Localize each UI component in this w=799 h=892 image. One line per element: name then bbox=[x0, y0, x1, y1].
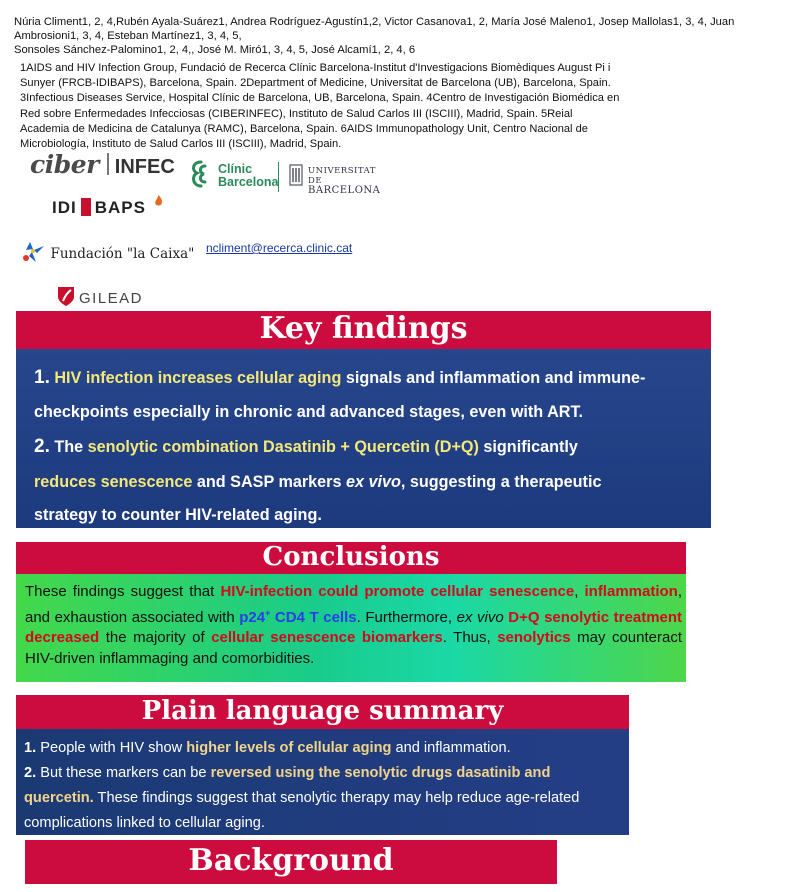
finding-text: , suggesting a therapeutic bbox=[400, 473, 602, 491]
cell-marker: p24 bbox=[239, 608, 266, 626]
finding-2-line-3: strategy to counter HIV-related aging. bbox=[34, 506, 322, 524]
conclusion-blue-highlight bbox=[239, 609, 356, 626]
clinic-ub-logo bbox=[188, 160, 381, 196]
summary-text: and inflammation. bbox=[391, 740, 511, 756]
idibaps-logo-left: IDI bbox=[52, 198, 77, 217]
infec-logo-text: INFEC bbox=[114, 156, 175, 178]
conclusion-text: These findings suggest that bbox=[25, 583, 221, 600]
conclusion-italic: ex vivo bbox=[456, 608, 504, 626]
clinic-logo-text bbox=[218, 163, 278, 189]
affiliations bbox=[20, 61, 680, 152]
logo-divider bbox=[107, 153, 109, 175]
finding-text: signals and inflammation and immune- bbox=[341, 369, 646, 387]
summary-number: 1. bbox=[24, 740, 37, 756]
gilead-logo-text: GILEAD bbox=[79, 290, 144, 307]
summary-point-2 bbox=[24, 761, 624, 836]
contact-email-link[interactable]: ncliment@recerca.clinic.cat bbox=[206, 241, 353, 255]
conclusion-text: . Thus, bbox=[442, 629, 498, 647]
affiliation-line: Sunyer (FRCB-IDIBAPS), Barcelona, Spain. 2Department of Medicine, Universitat de Barcelona (UB), Barcelona, Spain. bbox=[20, 77, 611, 90]
caixa-star-icon bbox=[20, 240, 46, 264]
conclusion-red-highlight: cellular senescence biomarkers bbox=[211, 629, 443, 647]
conclusions-heading: Conclusions bbox=[16, 542, 686, 574]
plain-summary-panel bbox=[16, 729, 629, 835]
conclusion-text: . Furthermore, bbox=[356, 608, 457, 626]
caixa-logo-text: Fundación "la Caixa" bbox=[50, 246, 195, 262]
conclusions-text bbox=[25, 582, 682, 670]
summary-highlight: reversed using the senolytic drugs dasatinib and quercetin. bbox=[24, 765, 551, 806]
ciber-infec-logo bbox=[30, 150, 180, 180]
conclusion-text: the majority of bbox=[99, 629, 212, 647]
finding-1-line-2: checkpoints especially in chronic and advanced stages, even with ART. bbox=[34, 403, 584, 421]
summary-highlight: higher levels of cellular aging bbox=[186, 740, 392, 756]
author-line: Núria Climent1, 2, 4,Rubén Ayala-Suárez1, Andrea Rodríguez-Agustín1,2, Victor Casanova1, 2, María José Maleno1, Josep Mallolas1, 3, 4, Juan bbox=[14, 16, 735, 28]
conclusion-red-highlight: D+Q senolytic treatment decreased bbox=[25, 608, 683, 647]
affiliation-line: 1AIDS and HIV Infection Group, Fundació de Recerca Clínic Barcelona-Institut d'Investigacions Biomèdiques August Pi i bbox=[20, 62, 611, 74]
summary-point-1 bbox=[24, 736, 624, 761]
ub-line-2: BARCELONA bbox=[308, 185, 381, 196]
idibaps-flame-icon bbox=[154, 195, 163, 207]
finding-2-line-1 bbox=[34, 437, 578, 457]
finding-number: 2. bbox=[34, 436, 50, 457]
summary-text: People with HIV show bbox=[36, 740, 187, 756]
idibaps-logo-right: BAPS bbox=[94, 198, 146, 217]
ciber-logo-text: ciber bbox=[30, 150, 99, 179]
conclusion-red-highlight: inflammation bbox=[584, 583, 678, 600]
conclusion-red-highlight: senolytics bbox=[497, 629, 571, 647]
finding-1-line-1 bbox=[34, 368, 645, 388]
conclusion-text: , bbox=[574, 583, 585, 600]
finding-italic: ex vivo bbox=[345, 473, 401, 491]
finding-highlight: HIV infection increases cellular aging bbox=[54, 369, 342, 387]
conclusion-text: , and exhaustion associated with bbox=[25, 583, 682, 626]
finding-highlight: reduces senescence bbox=[34, 473, 193, 491]
finding-text: The bbox=[54, 438, 88, 456]
background-heading: Background bbox=[25, 840, 557, 884]
summary-text: But these markers can be bbox=[36, 765, 211, 781]
affiliation-line: Red sobre Enfermedades Infecciosas (CIBERINFEC), Instituto de Salud Carlos III (ISCIII), Madrid, Spain. 5Reial bbox=[20, 107, 573, 120]
clinic-logo-icon bbox=[188, 160, 214, 190]
key-findings-panel bbox=[16, 349, 711, 528]
finding-highlight: senolytic combination Dasatinib + Quercetin (D+Q) bbox=[87, 438, 479, 456]
cell-marker-rest: CD4 T cells bbox=[270, 608, 357, 626]
finding-text: and SASP markers bbox=[192, 473, 346, 491]
finding-number: 1. bbox=[34, 367, 50, 388]
finding-text: significantly bbox=[478, 438, 578, 456]
author-line: Sonsoles Sánchez-Palomino1, 2, 4,, José M. Miró1, 3, 4, 5, José Alcamí1, 2, 4, 6 bbox=[14, 44, 416, 56]
conclusions-panel bbox=[16, 574, 686, 682]
affiliation-line: 3Infectious Diseases Service, Hospital Clínic de Barcelona, UB, Barcelona, Spain. 4Centro de Investigación Biomédica en bbox=[20, 92, 620, 105]
summary-number: 2. bbox=[24, 765, 37, 781]
conclusion-red-highlight: HIV-infection could promote cellular senescence bbox=[220, 583, 575, 600]
la-caixa-logo bbox=[20, 240, 194, 264]
cell-marker-sup: + bbox=[265, 607, 271, 618]
clinic-line-2: Barcelona bbox=[218, 175, 279, 189]
finding-2-line-2 bbox=[34, 472, 601, 492]
idibaps-logo bbox=[52, 195, 163, 218]
plain-summary-heading: Plain language summary bbox=[16, 695, 629, 729]
gilead-logo bbox=[56, 285, 143, 307]
gilead-logo-icon bbox=[56, 285, 76, 307]
affiliation-line: Academia de Medicina de Catalunya (RAMC), Barcelona, Spain. 6AIDS Immunopathology Unit, Centro Nacional de bbox=[20, 122, 588, 135]
key-findings-heading: Key findings bbox=[16, 311, 711, 349]
ub-logo-text bbox=[308, 166, 380, 196]
author-line: Ambrosioni1, 3, 4, Esteban Martínez1, 3, 4, 5, bbox=[14, 30, 242, 42]
clinic-line-1: Clínic bbox=[218, 162, 253, 176]
author-list bbox=[14, 15, 794, 57]
affiliation-line: Microbiología, Instituto de Salud Carlos III (ISCIII), Madrid, Spain. bbox=[20, 138, 342, 151]
ub-shield-icon bbox=[289, 164, 303, 186]
summary-text: These findings suggest that senolytic therapy may help reduce age-related complications linked to cellular aging. bbox=[24, 790, 580, 831]
logo-divider bbox=[278, 162, 279, 192]
conclusion-text: may counteract HIV-driven inflammaging and comorbidities. bbox=[25, 629, 683, 668]
idibaps-red-bar bbox=[81, 198, 91, 216]
ub-line-1: UNIVERSITAT DE bbox=[308, 166, 376, 186]
